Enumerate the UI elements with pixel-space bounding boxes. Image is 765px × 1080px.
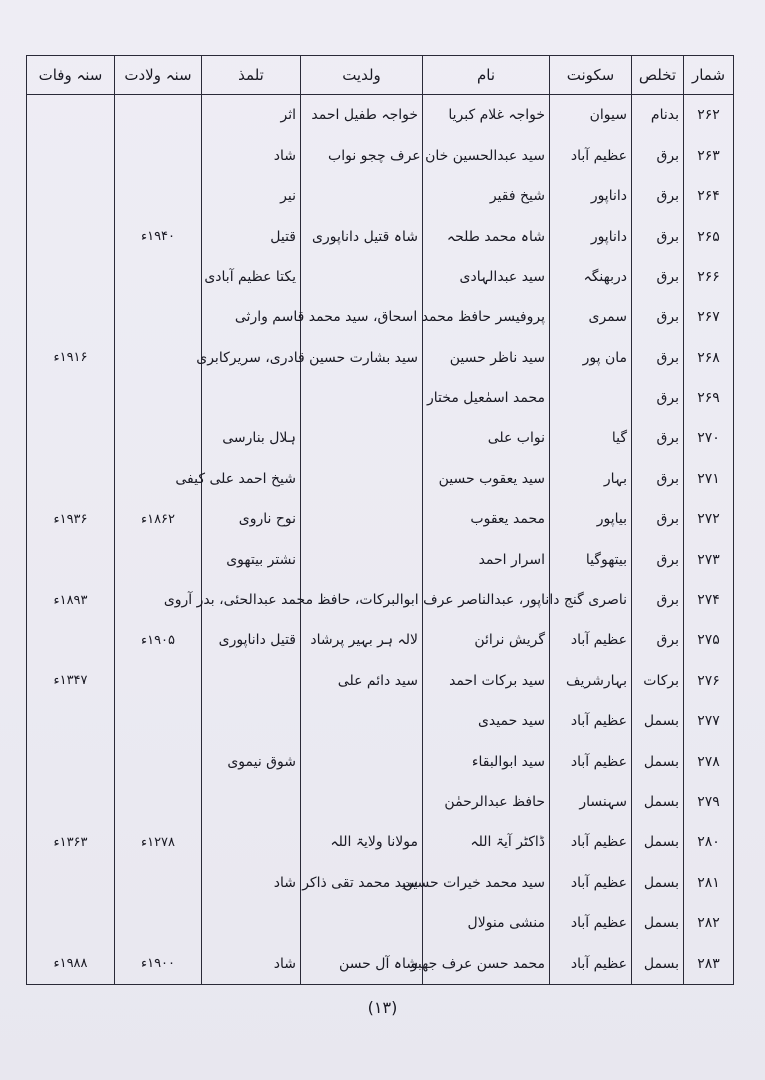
cell-name: نواب علی [423, 418, 550, 458]
cell-parentage: لالہ ہر بہیر پرشاد [301, 620, 423, 660]
table-row [27, 661, 734, 701]
cell-parentage [301, 459, 423, 499]
cell-birth-year [115, 782, 202, 822]
cell-parentage [301, 418, 423, 458]
cell-death-year [27, 216, 115, 256]
table-row [27, 257, 734, 297]
cell-birth-year [115, 257, 202, 297]
cell-disciple: نیر [202, 176, 301, 216]
cell-name: سید محمد خیرات حسین [423, 863, 550, 903]
cell-serial: ۲۶۷ [684, 297, 734, 337]
table-row [27, 418, 734, 458]
table-row [27, 701, 734, 741]
cell-birth-year [115, 701, 202, 741]
cell-birth-year [115, 903, 202, 943]
cell-disciple [202, 822, 301, 862]
cell-serial: ۲۷۳ [684, 539, 734, 579]
cell-pen-name: برق [632, 176, 684, 216]
cell-name: شیخ فقیر [423, 176, 550, 216]
cell-death-year [27, 741, 115, 781]
table-row [27, 337, 734, 377]
cell-disciple: شوق نیموی [202, 741, 301, 781]
cell-parentage [301, 378, 423, 418]
cell-residence: بہارشریف [550, 661, 632, 701]
cell-residence: عظیم آباد [550, 620, 632, 660]
cell-parentage: شاہ قتیل داناپوری [301, 216, 423, 256]
cell-serial: ۲۷۲ [684, 499, 734, 539]
cell-parentage [301, 176, 423, 216]
cell-birth-year: ۱۸۶۲ء [115, 499, 202, 539]
cell-disciple [202, 701, 301, 741]
header-residence: سکونت [550, 56, 632, 95]
table-row [27, 136, 734, 176]
cell-pen-name: برکات [632, 661, 684, 701]
cell-parentage: سید محمد تقی ذاکر [301, 863, 423, 903]
cell-pen-name: برق [632, 580, 684, 620]
cell-disciple: قتیل داناپوری [202, 620, 301, 660]
table-row [27, 499, 734, 539]
cell-pen-name: برق [632, 216, 684, 256]
cell-pen-name: بسمل [632, 863, 684, 903]
cell-residence: عظیم آباد [550, 136, 632, 176]
cell-name: محمد اسمٰعیل مختار [423, 378, 550, 418]
cell-serial: ۲۷۷ [684, 701, 734, 741]
cell-pen-name: برق [632, 378, 684, 418]
table-row [27, 943, 734, 984]
cell-serial: ۲۷۰ [684, 418, 734, 458]
cell-disciple: اثر [202, 95, 301, 136]
cell-serial: ۲۶۸ [684, 337, 734, 377]
cell-death-year [27, 176, 115, 216]
cell-residence: سہنسار [550, 782, 632, 822]
cell-residence: سمری [550, 297, 632, 337]
cell-death-year [27, 863, 115, 903]
cell-serial: ۲۷۵ [684, 620, 734, 660]
cell-disciple: نشتر بیتھوی [202, 539, 301, 579]
cell-serial: ۲۶۹ [684, 378, 734, 418]
cell-disciple [202, 782, 301, 822]
cell-serial: ۲۶۴ [684, 176, 734, 216]
cell-disciple [202, 378, 301, 418]
cell-pen-name: برق [632, 499, 684, 539]
cell-pen-name: بسمل [632, 701, 684, 741]
cell-residence: بیتھوگیا [550, 539, 632, 579]
cell-death-year [27, 903, 115, 943]
table-row [27, 620, 734, 660]
cell-disciple: شاد [202, 136, 301, 176]
cell-serial: ۲۶۵ [684, 216, 734, 256]
cell-pen-name: برق [632, 337, 684, 377]
poets-register-table [26, 55, 734, 985]
cell-disciple: شیخ احمد علی کیفی [202, 459, 301, 499]
cell-death-year [27, 136, 115, 176]
cell-death-year [27, 701, 115, 741]
header-row [27, 56, 734, 95]
cell-death-year: ۱۹۱۶ء [27, 337, 115, 377]
header-death-year: سنہ وفات [27, 56, 115, 95]
cell-residence: دربھنگہ [550, 257, 632, 297]
page-number: (۱۳) [367, 998, 398, 1017]
cell-birth-year: ۱۹۰۰ء [115, 943, 202, 984]
cell-residence: عظیم آباد [550, 903, 632, 943]
cell-name: سید یعقوب حسین [423, 459, 550, 499]
cell-birth-year [115, 176, 202, 216]
cell-name: گریش نرائن [423, 620, 550, 660]
cell-birth-year: ۱۹۴۰ء [115, 216, 202, 256]
cell-birth-year [115, 337, 202, 377]
cell-residence: بہار [550, 459, 632, 499]
cell-residence: سیوان [550, 95, 632, 136]
cell-parentage: سید بشارت حسین قادری، سریرکابری [301, 337, 423, 377]
cell-name: سید برکات احمد [423, 661, 550, 701]
cell-serial: ۲۷۱ [684, 459, 734, 499]
cell-residence: بیاپور [550, 499, 632, 539]
cell-name: محمد حسن عرف جھبو [423, 943, 550, 984]
cell-name: سید حمیدی [423, 701, 550, 741]
cell-pen-name: برق [632, 620, 684, 660]
table-row [27, 741, 734, 781]
cell-birth-year [115, 539, 202, 579]
cell-serial: ۲۷۹ [684, 782, 734, 822]
cell-birth-year [115, 661, 202, 701]
header-name: نام [423, 56, 550, 95]
cell-pen-name: برق [632, 418, 684, 458]
header-pen-name: تخلص [632, 56, 684, 95]
table-row [27, 782, 734, 822]
cell-residence: عظیم آباد [550, 822, 632, 862]
cell-name: محمد یعقوب [423, 499, 550, 539]
cell-death-year: ۱۸۹۳ء [27, 580, 115, 620]
cell-name: ڈاکٹر آیۃ اللہ [423, 822, 550, 862]
cell-residence: داناپور [550, 176, 632, 216]
cell-residence: ناصری گنج داناپور، عبدالناصر عرف ابوالبرکات، حافظ محمد عبدالحئی، بدر آروی [550, 580, 632, 620]
table-row [27, 297, 734, 337]
cell-disciple [202, 661, 301, 701]
cell-serial: ۲۶۲ [684, 95, 734, 136]
table-row [27, 95, 734, 136]
cell-residence: عظیم آباد [550, 741, 632, 781]
cell-serial: ۲۸۰ [684, 822, 734, 862]
cell-residence: داناپور [550, 216, 632, 256]
header-parentage: ولدیت [301, 56, 423, 95]
cell-parentage: شاہ آل حسن [301, 943, 423, 984]
cell-parentage: مولانا ولایۃ اللہ [301, 822, 423, 862]
cell-birth-year: ۱۹۰۵ء [115, 620, 202, 660]
cell-disciple: نوح ناروی [202, 499, 301, 539]
table-row [27, 216, 734, 256]
cell-parentage [301, 782, 423, 822]
cell-death-year [27, 782, 115, 822]
cell-birth-year [115, 418, 202, 458]
cell-name: شاہ محمد طلحہ [423, 216, 550, 256]
cell-pen-name: بدنام [632, 95, 684, 136]
header-serial: شمار [684, 56, 734, 95]
table-row [27, 459, 734, 499]
cell-pen-name: برق [632, 539, 684, 579]
cell-pen-name: برق [632, 297, 684, 337]
cell-residence: مان پور [550, 337, 632, 377]
cell-residence: گیا [550, 418, 632, 458]
cell-disciple [202, 903, 301, 943]
cell-disciple: شاد [202, 863, 301, 903]
cell-serial: ۲۸۱ [684, 863, 734, 903]
cell-name: سید ناظر حسین [423, 337, 550, 377]
cell-disciple: یکتا عظیم آبادی [202, 257, 301, 297]
cell-death-year: ۱۹۳۶ء [27, 499, 115, 539]
cell-pen-name: برق [632, 136, 684, 176]
cell-death-year [27, 539, 115, 579]
cell-serial: ۲۸۲ [684, 903, 734, 943]
cell-pen-name: بسمل [632, 782, 684, 822]
cell-birth-year: ۱۲۷۸ء [115, 822, 202, 862]
cell-name: سید عبدالہادی [423, 257, 550, 297]
cell-parentage: خواجہ طفیل احمد [301, 95, 423, 136]
cell-death-year [27, 257, 115, 297]
cell-death-year: ۱۹۸۸ء [27, 943, 115, 984]
cell-pen-name: بسمل [632, 741, 684, 781]
cell-pen-name: بسمل [632, 943, 684, 984]
cell-pen-name: بسمل [632, 903, 684, 943]
cell-name: پروفیسر حافظ محمد اسحاق، سید محمد قاسم وارثی [423, 297, 550, 337]
cell-birth-year [115, 741, 202, 781]
cell-name: سید عبدالحسین خان عرف چجو نواب [423, 136, 550, 176]
cell-residence: عظیم آباد [550, 863, 632, 903]
table-row [27, 903, 734, 943]
table-row [27, 863, 734, 903]
cell-name: سید ابوالبقاء [423, 741, 550, 781]
cell-death-year [27, 620, 115, 660]
cell-disciple: قتیل [202, 216, 301, 256]
cell-name: خواجہ غلام کبریا [423, 95, 550, 136]
cell-death-year [27, 95, 115, 136]
cell-pen-name: برق [632, 257, 684, 297]
cell-pen-name: بسمل [632, 822, 684, 862]
cell-parentage [301, 499, 423, 539]
cell-death-year: ۱۳۶۳ء [27, 822, 115, 862]
table-row [27, 822, 734, 862]
cell-parentage [301, 539, 423, 579]
cell-serial: ۲۷۶ [684, 661, 734, 701]
cell-serial: ۲۷۸ [684, 741, 734, 781]
table-row [27, 580, 734, 620]
cell-birth-year [115, 378, 202, 418]
cell-pen-name: برق [632, 459, 684, 499]
cell-residence: عظیم آباد [550, 701, 632, 741]
cell-name: حافظ عبدالرحمٰن [423, 782, 550, 822]
cell-residence [550, 378, 632, 418]
cell-death-year: ۱۳۴۷ء [27, 661, 115, 701]
cell-serial: ۲۷۴ [684, 580, 734, 620]
cell-disciple: ہلال بنارسی [202, 418, 301, 458]
cell-serial: ۲۶۳ [684, 136, 734, 176]
cell-birth-year [115, 297, 202, 337]
header-birth-year: سنہ ولادت [115, 56, 202, 95]
table-row [27, 539, 734, 579]
cell-parentage: سید دائم علی [301, 661, 423, 701]
cell-birth-year [115, 863, 202, 903]
table-row [27, 378, 734, 418]
header-disciple: تلمذ [202, 56, 301, 95]
cell-parentage [301, 257, 423, 297]
cell-name: اسرار احمد [423, 539, 550, 579]
cell-birth-year [115, 136, 202, 176]
cell-death-year [27, 418, 115, 458]
cell-serial: ۲۶۶ [684, 257, 734, 297]
cell-residence: عظیم آباد [550, 943, 632, 984]
table-row [27, 176, 734, 216]
cell-name: منشی منولال [423, 903, 550, 943]
cell-parentage [301, 701, 423, 741]
cell-disciple: شاد [202, 943, 301, 984]
cell-death-year [27, 297, 115, 337]
cell-birth-year [115, 95, 202, 136]
cell-parentage [301, 903, 423, 943]
cell-death-year [27, 459, 115, 499]
cell-parentage [301, 741, 423, 781]
cell-death-year [27, 378, 115, 418]
cell-serial: ۲۸۳ [684, 943, 734, 984]
